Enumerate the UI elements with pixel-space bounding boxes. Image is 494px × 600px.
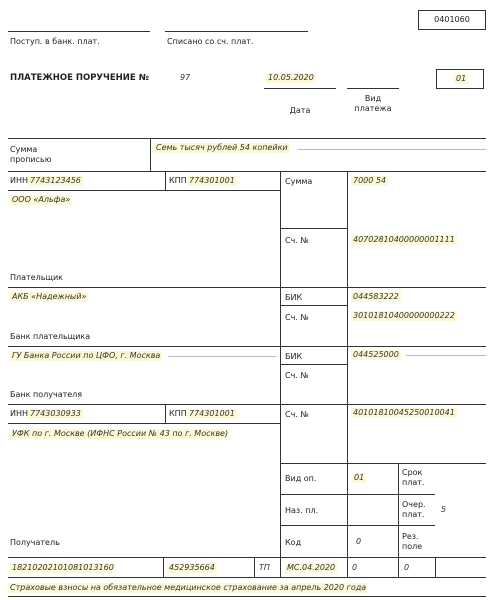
order-label: Очер. плат.	[402, 500, 426, 519]
amount-words-top-line	[8, 138, 486, 139]
document-number: 97	[180, 73, 191, 82]
amount-words-label: Сумма прописью	[10, 145, 52, 164]
status-value: 01	[456, 74, 467, 83]
payee-label: Получатель	[10, 538, 60, 547]
tax-period: МС.04.2020	[287, 563, 336, 572]
amount-words-divider	[150, 138, 151, 171]
details-divider	[398, 463, 399, 557]
tax-row-bottom-line	[8, 577, 486, 578]
purpose-label: Наз. пл.	[285, 506, 319, 515]
tax-div-2	[254, 557, 255, 577]
payee-top-line	[8, 404, 486, 405]
payer-sum: 7000 54	[353, 176, 387, 185]
payee-kpp: 774301001	[189, 409, 235, 418]
payee-bank-name: ГУ Банка России по ЦФО, г. Москва	[12, 351, 161, 360]
code-value: 0	[356, 537, 362, 546]
code-label: Код	[285, 538, 302, 547]
payer-label: Плательщик	[10, 273, 64, 282]
payer-sum-label: Сумма	[285, 177, 313, 186]
payee-inn-label: ИНН	[10, 409, 29, 418]
payee-inn-row-line	[8, 423, 280, 424]
payee-bank-underline	[168, 356, 276, 357]
payee-bank-bik-underline	[406, 355, 486, 356]
tax-div-1	[163, 557, 164, 577]
document-title: ПЛАТЕЖНОЕ ПОРУЧЕНИЕ №	[10, 73, 149, 83]
payer-bank-account-label: Сч. №	[285, 313, 309, 322]
received-label: Поступ. в банк. плат.	[10, 37, 100, 46]
payee-account-label: Сч. №	[285, 410, 309, 419]
tax-div-6	[435, 557, 436, 577]
payee-account: 40101810045250010041	[353, 408, 455, 417]
date-line	[264, 88, 336, 89]
payee-bank-label: Банк получателя	[10, 390, 83, 399]
term-label: Срок плат.	[402, 468, 425, 487]
received-line	[8, 31, 150, 32]
tax-div-4	[347, 557, 348, 577]
purpose-line	[280, 525, 435, 526]
payment-type-label: Вид платежа	[354, 94, 392, 113]
details-top-line	[280, 463, 486, 464]
payee-bank-bik-line	[280, 364, 347, 365]
payer-inn-divider	[165, 171, 166, 190]
payer-inn-row-line	[8, 190, 280, 191]
tax-row-top-line	[8, 557, 486, 558]
payee-kpp-label: КПП	[169, 409, 187, 418]
payer-bank-bik: 044583222	[353, 292, 399, 301]
debited-line	[165, 31, 308, 32]
payer-kpp-label: КПП	[169, 176, 187, 185]
document-date: 10.05.2020	[268, 73, 314, 82]
payee-inn-divider	[165, 404, 166, 423]
tax-oktmo: 452935664	[169, 563, 215, 572]
payee-inn: 7743030933	[30, 409, 81, 418]
reserve-label: Рез. поле	[402, 532, 423, 551]
payee-bank-bik: 044525000	[353, 350, 399, 359]
payment-purpose: Страховые взносы на обязательное медицинское страхование за апрель 2020 года	[10, 583, 367, 592]
payee-bank-account-label: Сч. №	[285, 371, 309, 380]
form-code: 0401060	[434, 15, 470, 24]
payer-account-label: Сч. №	[285, 236, 309, 245]
payer-inn-label: ИНН	[10, 176, 29, 185]
payer-bank-label: Банк плательщика	[10, 332, 91, 341]
payer-bank-account: 30101810400000000222	[353, 311, 455, 320]
date-label: Дата	[289, 106, 311, 115]
order-value: 5	[441, 505, 447, 514]
op-type-label: Вид оп.	[285, 474, 317, 483]
tax-kbk: 18210202101081013160	[12, 563, 114, 572]
op-type-line	[280, 494, 435, 495]
payer-bank-bik-line	[280, 305, 347, 306]
payment-type-line	[347, 88, 399, 89]
payer-bank-name: АКБ «Надежный»	[12, 292, 87, 301]
tax-basis: ТП	[259, 563, 270, 572]
debited-label: Списано со сч. плат.	[167, 37, 254, 46]
payer-inn: 7743123456	[30, 176, 81, 185]
payer-account: 40702810400000001111	[353, 235, 455, 244]
payer-bank-bik-label: БИК	[285, 293, 303, 302]
payee-name: УФК по г. Москве (ИФНС России № 43 по г. Москве)	[12, 429, 229, 438]
purpose-bottom-line	[8, 596, 486, 597]
payer-sum-line	[280, 228, 347, 229]
tax-doc-date: 0	[404, 563, 410, 572]
amount-words-underline	[298, 149, 486, 150]
payer-top-line	[8, 171, 486, 172]
amount-words-value: Семь тысяч рублей 54 копейки	[156, 143, 288, 152]
payee-bank-bik-label: БИК	[285, 352, 303, 361]
tax-div-3	[280, 557, 281, 577]
payer-kpp: 774301001	[189, 176, 235, 185]
payer-bank-top-line	[8, 287, 486, 288]
tax-doc-number: 0	[352, 563, 358, 572]
payee-bank-top-line	[8, 346, 486, 347]
value-col-divider	[347, 171, 348, 557]
op-type: 01	[354, 473, 365, 482]
payer-name: ООО «Альфа»	[12, 195, 71, 204]
tax-div-5	[398, 557, 399, 577]
